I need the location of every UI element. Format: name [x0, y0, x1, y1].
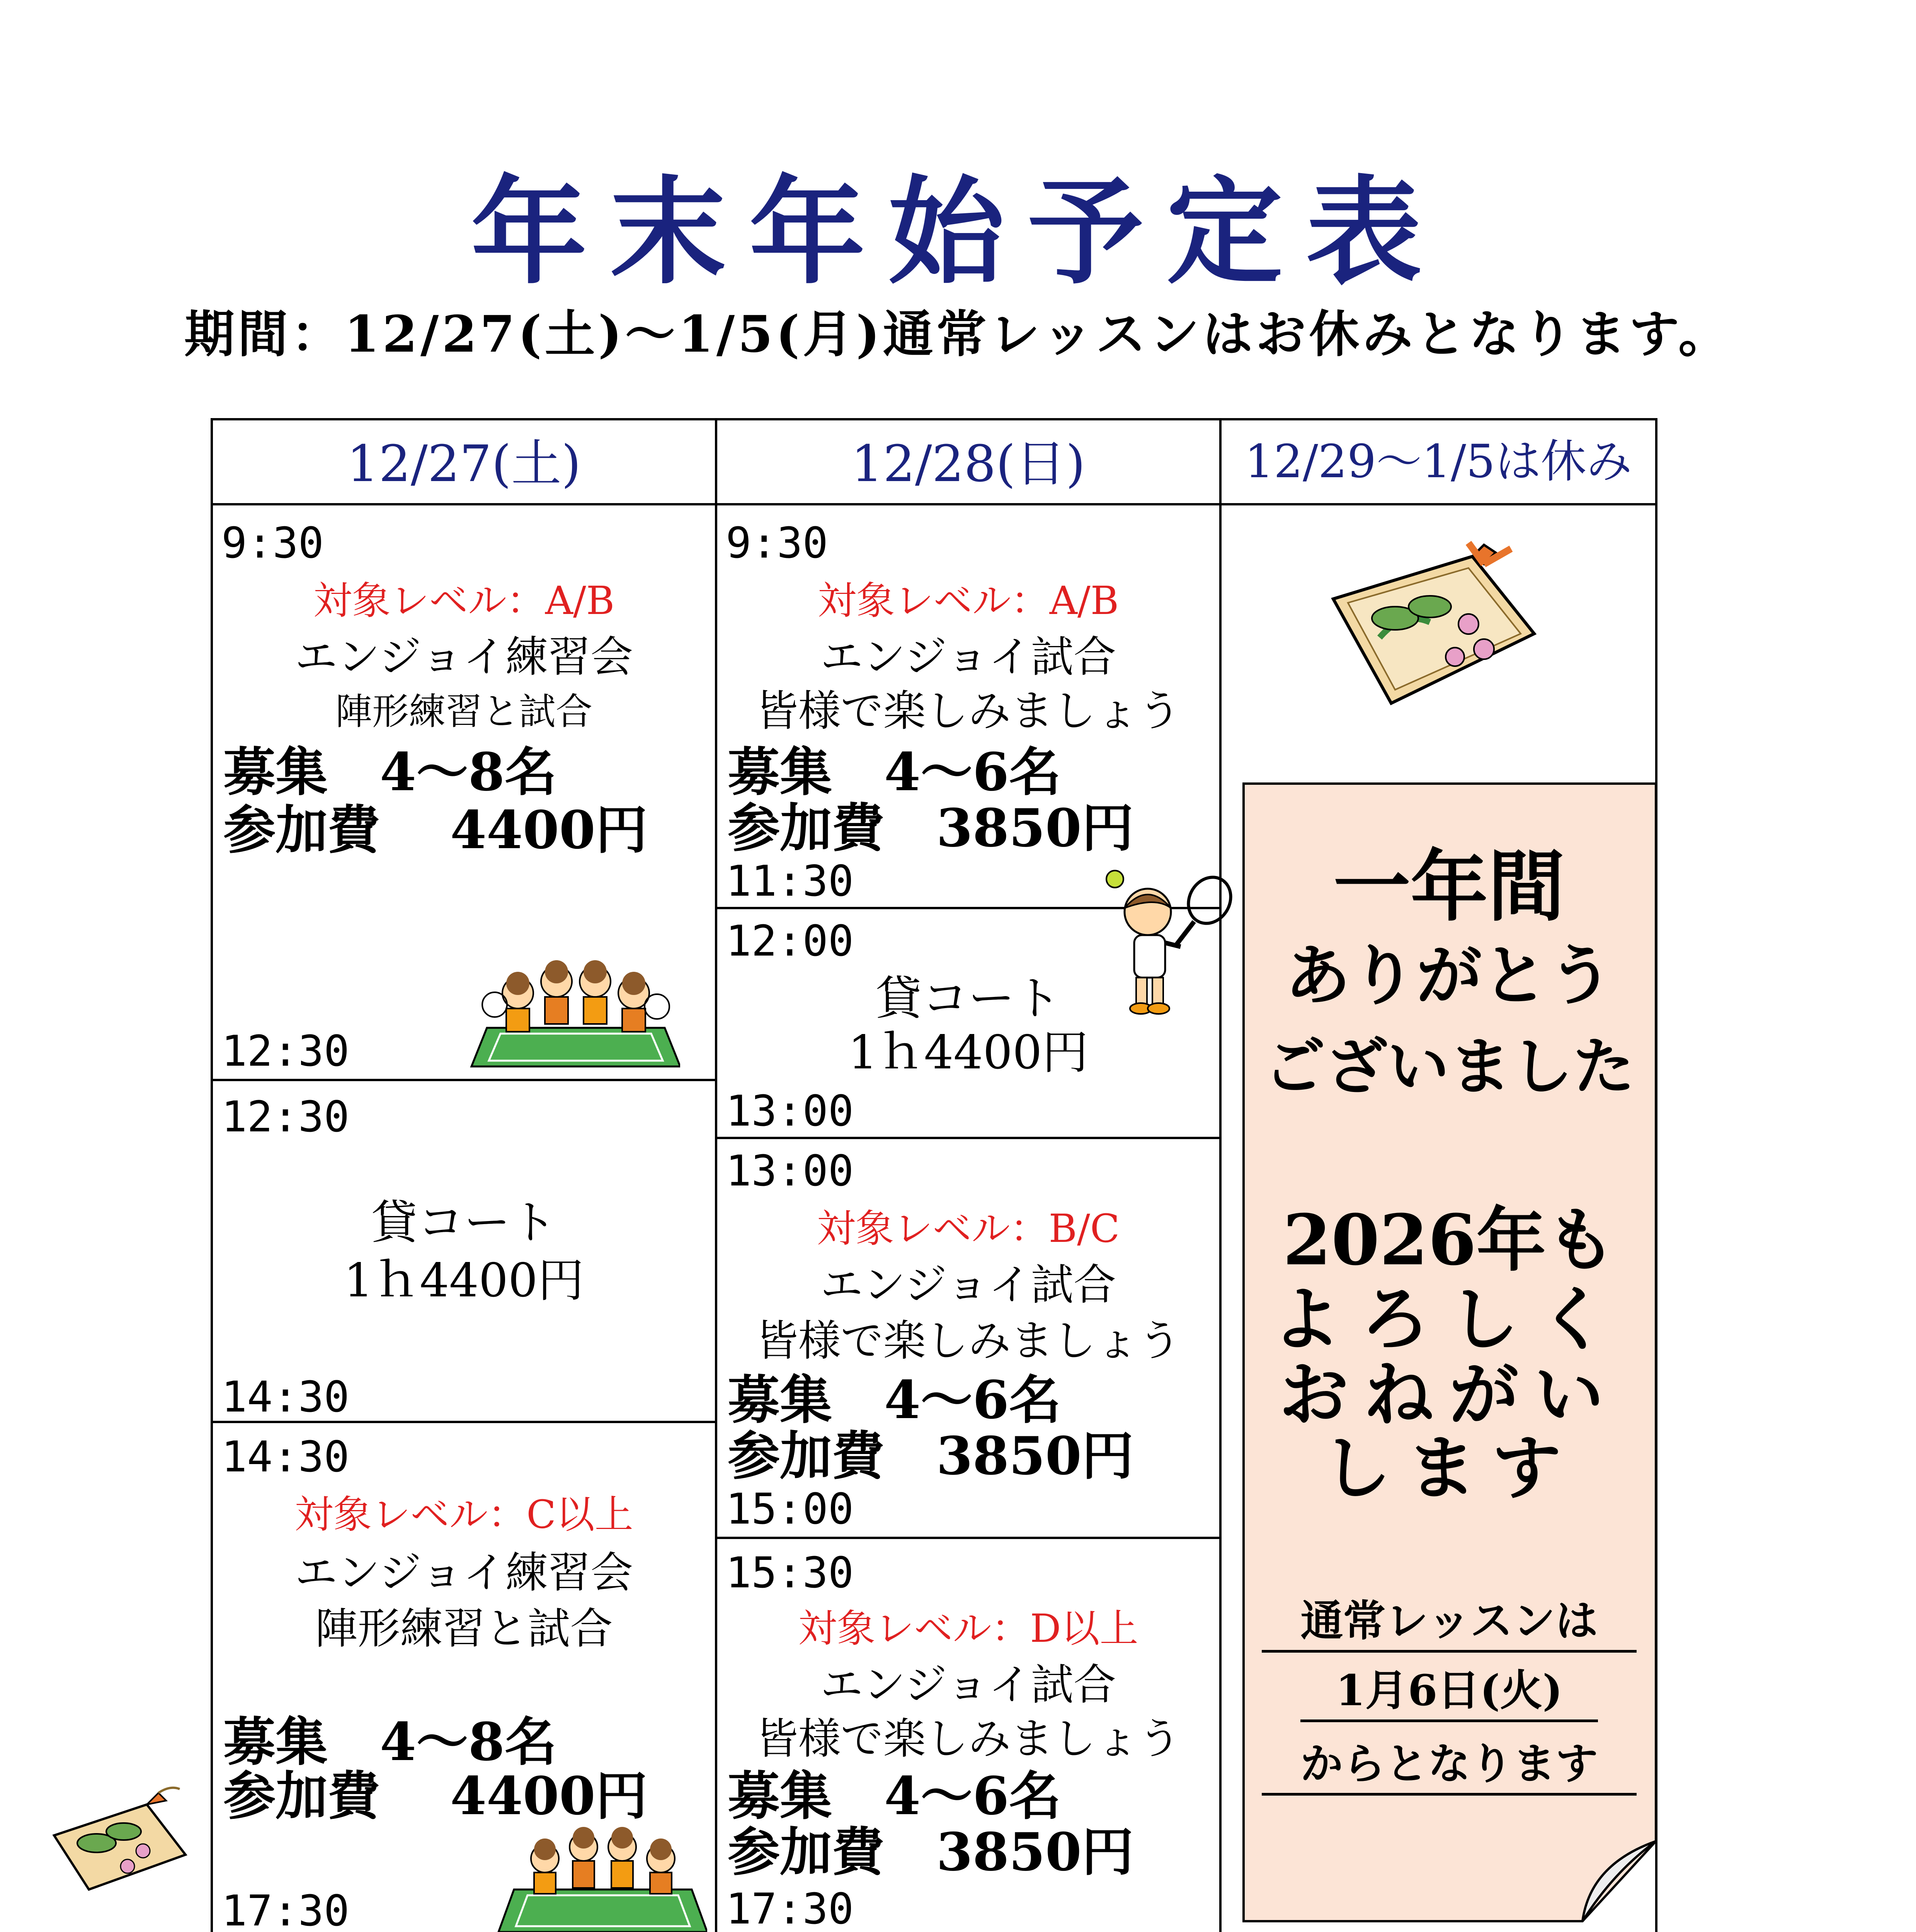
lesson-resume-info-3: からとなります — [1262, 1743, 1637, 1796]
event-desc: 皆様で楽しみましょう — [756, 1714, 1181, 1764]
page-title: 年末年始予定表 — [471, 163, 1445, 300]
end-time: 11:30 — [726, 856, 854, 906]
start-time: 12:00 — [726, 916, 854, 966]
court-price: 1ｈ4400円 — [848, 1026, 1089, 1080]
level-label: 対象レベル：A/B — [817, 578, 1119, 623]
end-time: 12:30 — [221, 1026, 350, 1076]
end-time: 13:00 — [726, 1086, 854, 1136]
fee: 参加費 3850円 — [728, 797, 1134, 859]
ema-plaque-icon — [1302, 541, 1550, 726]
sun-slot-1 — [716, 504, 1220, 908]
court-price: 1ｈ4400円 — [344, 1254, 584, 1308]
event-name: エンジョイ試合 — [820, 632, 1116, 682]
recruit-count: 募集 4～6名 — [728, 1369, 1061, 1430]
end-time: 17:30 — [726, 1884, 854, 1932]
header-holiday: 12/29～1/5は休み — [1245, 435, 1632, 488]
start-time: 9:30 — [221, 518, 324, 568]
lesson-resume-info-2: 1月6日(火) — [1300, 1669, 1598, 1722]
event-desc: 陣形練習と試合 — [335, 690, 592, 733]
end-time: 14:30 — [221, 1372, 350, 1422]
event-desc: 皆様で楽しみましょう — [756, 1316, 1181, 1366]
event-name: エンジョイ試合 — [820, 1660, 1116, 1709]
message-line-4: 2026年も — [1283, 1199, 1616, 1281]
tennis-kids-court-icon — [464, 935, 680, 1074]
start-time: 14:30 — [221, 1432, 350, 1481]
fee: 参加費 3850円 — [728, 1821, 1134, 1883]
recruit-count: 募集 4～6名 — [728, 741, 1061, 803]
start-time: 9:30 — [726, 518, 828, 568]
message-line-5: よろしく — [1271, 1279, 1627, 1360]
fee: 参加費 4400円 — [223, 799, 648, 861]
event-desc: 皆様で楽しみましょう — [756, 686, 1181, 736]
header-sunday: 12/28(日) — [851, 434, 1086, 493]
level-label: 対象レベル：D以上 — [798, 1606, 1138, 1651]
recruit-count: 募集 4～6名 — [728, 1765, 1061, 1827]
start-time: 13:00 — [726, 1146, 854, 1196]
sat-slot-2 — [212, 1080, 716, 1422]
event-name: エンジョイ練習会 — [294, 1548, 633, 1597]
end-time: 15:00 — [726, 1484, 854, 1534]
level-label: 対象レベル：C以上 — [294, 1492, 633, 1537]
recruit-count: 募集 4～8名 — [223, 1711, 557, 1772]
level-label: 対象レベル：A/B — [313, 578, 615, 623]
level-label: 対象レベル：B/C — [817, 1206, 1120, 1251]
header-saturday: 12/27(土) — [347, 434, 581, 493]
message-line-1: 一年間 — [1333, 841, 1565, 932]
event-name: 貸コート — [875, 972, 1061, 1026]
lesson-resume-info-1: 通常レッスンは — [1262, 1600, 1637, 1653]
event-name: 貸コート — [371, 1196, 557, 1250]
tennis-player-icon — [1098, 866, 1237, 1020]
ema-plaque-icon — [46, 1777, 193, 1893]
message-line-6: おねがい — [1279, 1354, 1619, 1435]
sun-slot-4 — [716, 1538, 1220, 1932]
message-line-3: ございました — [1263, 1030, 1635, 1103]
message-line-2: ありがとう — [1285, 937, 1613, 1014]
period-subtitle: 期間：12/27(土)～1/5(月)通常レッスンはお休みとなります。 — [184, 304, 1732, 364]
start-time: 15:30 — [726, 1548, 854, 1597]
event-desc: 陣形練習と試合 — [315, 1604, 613, 1653]
event-name: エンジョイ試合 — [820, 1260, 1116, 1310]
start-time: 12:30 — [221, 1092, 350, 1141]
sun-slot-3 — [716, 1138, 1220, 1538]
recruit-count: 募集 4～8名 — [223, 741, 557, 803]
message-line-7: します — [1321, 1427, 1577, 1509]
fee: 参加費 3850円 — [728, 1425, 1134, 1486]
end-time: 17:30 — [221, 1886, 350, 1932]
tennis-kids-court-icon — [491, 1824, 707, 1932]
fee: 参加費 4400円 — [223, 1765, 648, 1827]
event-name: エンジョイ練習会 — [294, 632, 633, 682]
